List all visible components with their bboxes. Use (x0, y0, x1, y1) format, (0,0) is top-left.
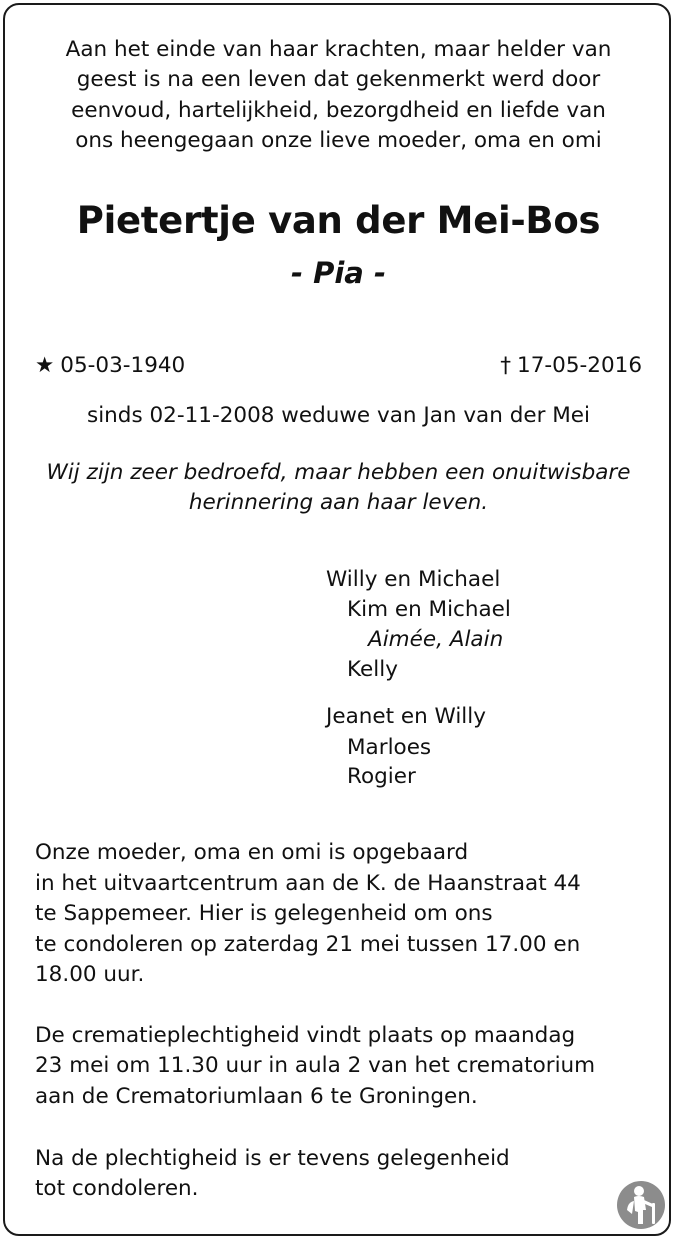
closing-line-2: tot condoleren. (35, 1176, 199, 1201)
deceased-nickname: - Pia - (290, 256, 387, 290)
intro-line-2: geest is na een leven dat gekenmerkt werd door (76, 67, 601, 92)
family-group1-parents: Willy en Michael (326, 567, 501, 592)
deceased-name: Pietertje van der Mei-Bos (76, 199, 601, 242)
family-group1-child2: Kelly (347, 657, 398, 682)
sentiment-line-1: Wij zijn zeer bedroefd, maar hebben een onuitwisbare (46, 460, 631, 485)
intro-line-4: ons heengegaan onze lieve moeder, oma en omi (75, 128, 602, 153)
closing-line-1: Na de plechtigheid is er tevens gelegenheid (35, 1146, 510, 1171)
ceremony-line-2: 23 mei om 11.30 uur in aula 2 van het crematorium (35, 1053, 596, 1078)
family-group1-child1: Kim en Michael (347, 597, 511, 622)
birth-date-value: 05-03-1940 (60, 353, 186, 378)
cross-icon: † (500, 353, 512, 378)
viewing-line-4: te condoleren op zaterdag 21 mei tussen 17.00 en (35, 932, 581, 957)
family-group1-grandchildren: Aimée, Alain (368, 627, 504, 652)
sentiment-line-2: herinnering aan haar leven. (188, 490, 489, 515)
viewing-line-1: Onze moeder, oma en omi is opgebaard (35, 840, 469, 865)
family-group2-child1: Marloes (347, 735, 432, 760)
viewing-line-2: in het uitvaartcentrum aan de K. de Haanstraat 44 (35, 871, 581, 896)
intro-line-1: Aan het einde van haar krachten, maar helder van (65, 37, 612, 62)
viewing-line-3: te Sappemeer. Hier is gelegenheid om ons (35, 901, 493, 926)
birth-date (35, 351, 185, 381)
intro-line-3: eenvoud, hartelijkheid, bezorgdheid en liefde van (71, 98, 606, 123)
viewing-line-5: 18.00 uur. (35, 962, 145, 987)
star-icon: ★ (35, 353, 55, 378)
death-date (500, 351, 642, 381)
family-group2-parents: Jeanet en Willy (326, 704, 486, 729)
widow-line: sinds 02-11-2008 weduwe van Jan van der Mei (87, 403, 590, 428)
ceremony-line-3: aan de Crematoriumlaan 6 te Groningen. (35, 1084, 478, 1109)
family-group2-child2: Rogier (347, 764, 416, 789)
ceremony-line-1: De crematieplechtigheid vindt plaats op maandag (35, 1023, 576, 1048)
death-date-value: 17-05-2016 (517, 353, 642, 378)
figure-logo-icon (616, 1180, 666, 1230)
